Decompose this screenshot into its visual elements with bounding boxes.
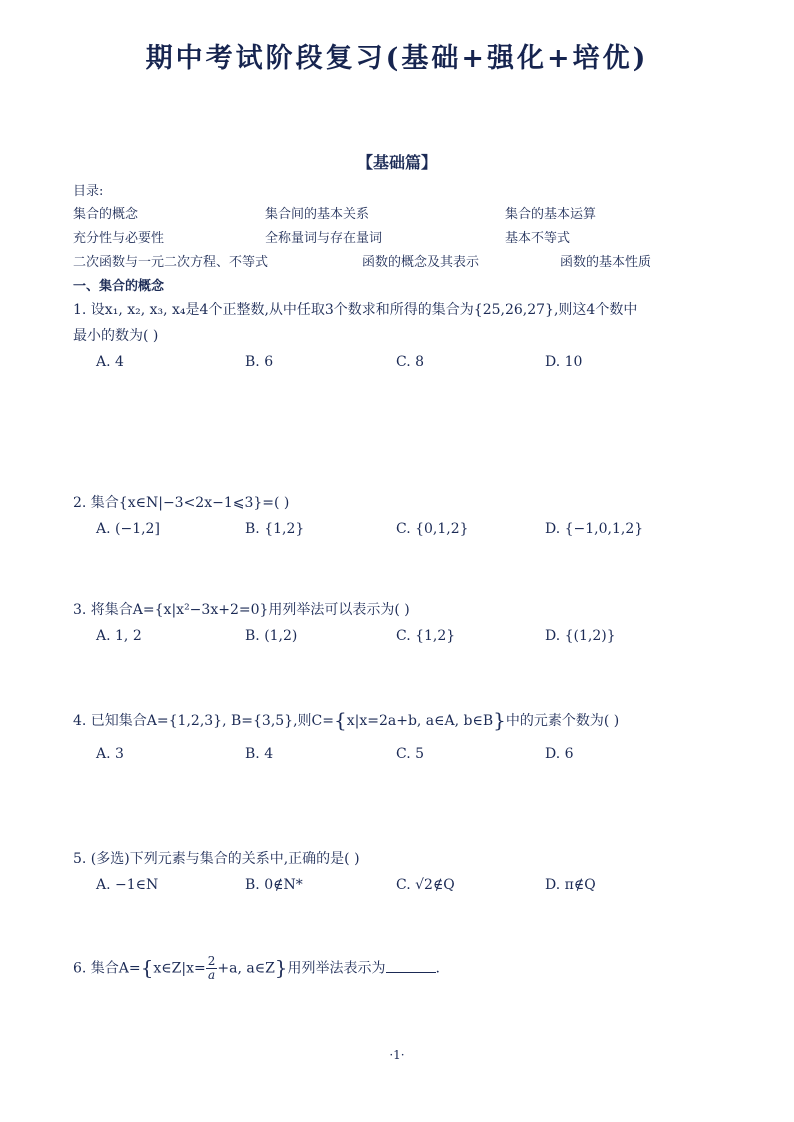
option-d: D. 10 — [545, 354, 583, 370]
option-a: A. −1∈N — [96, 877, 159, 893]
brace-close: } — [493, 708, 506, 732]
option-b: B. 0∉N* — [245, 877, 303, 893]
part-heading: 一、集合的概念 — [73, 279, 165, 294]
option-c: C. {1,2} — [396, 628, 456, 644]
question-6-set-rhs: +a, a∈Z — [217, 960, 275, 977]
question-4-stem-pre: 4. 已知集合A={1,2,3}, B={3,5},则C= — [73, 713, 334, 729]
fraction — [206, 955, 218, 982]
question-5-stem: 5. (多选)下列元素与集合的关系中,正确的是( ) — [73, 851, 360, 867]
toc-item: 充分性与必要性 — [73, 231, 165, 246]
question-6-stem-pre: 6. 集合A= — [73, 960, 141, 977]
toc-item: 集合的概念 — [73, 207, 139, 222]
question-4-stem-post: 中的元素个数为( ) — [505, 713, 620, 729]
question-3-stem: 3. 将集合A={x|x²−3x+2=0}用列举法可以表示为( ) — [73, 602, 410, 618]
option-b: B. 6 — [245, 354, 274, 370]
question-4-stem — [73, 708, 619, 732]
toc-item: 集合的基本运算 — [505, 207, 597, 222]
toc-item: 集合间的基本关系 — [265, 207, 370, 222]
question-6-stem-end: . — [435, 960, 440, 977]
question-6-stem — [73, 955, 440, 982]
section-title: 【基础篇】 — [356, 153, 437, 172]
option-c: C. 5 — [396, 746, 425, 762]
option-c: C. {0,1,2} — [396, 521, 469, 537]
option-a: A. 3 — [96, 746, 124, 762]
option-a: A. (−1,2] — [96, 521, 160, 537]
option-c: C. √2∉Q — [396, 877, 455, 893]
option-a: A. 4 — [96, 354, 124, 370]
option-d: D. {(1,2)} — [545, 628, 616, 644]
brace-open: { — [333, 708, 347, 732]
fraction-numerator: 2 — [207, 954, 216, 968]
toc-item: 函数的基本性质 — [560, 255, 652, 270]
fraction-denominator: a — [207, 968, 216, 982]
option-b: B. (1,2) — [245, 628, 298, 644]
toc-item: 基本不等式 — [505, 231, 571, 246]
page-title: 期中考试阶段复习(基础+强化+培优) — [145, 43, 649, 74]
option-d: D. {−1,0,1,2} — [545, 521, 644, 537]
question-6-stem-post: 用列举法表示为 — [287, 960, 386, 977]
option-c: C. 8 — [396, 354, 425, 370]
page-number: ·1· — [389, 1048, 405, 1062]
brace-close: } — [274, 955, 288, 980]
option-a: A. 1, 2 — [96, 628, 142, 644]
question-2-stem: 2. 集合{x∈N|−3<2x−1⩽3}=( ) — [73, 495, 290, 511]
option-d: D. π∉Q — [545, 877, 596, 893]
question-4-set: x|x=2a+b, a∈A, b∈B — [346, 713, 494, 729]
toc-item: 全称量词与存在量词 — [265, 231, 383, 246]
toc-item: 函数的概念及其表示 — [362, 255, 480, 270]
option-d: D. 6 — [545, 746, 574, 762]
option-b: B. {1,2} — [245, 521, 305, 537]
toc-item: 二次函数与一元二次方程、不等式 — [73, 255, 269, 270]
question-1-stem: 1. 设x₁, x₂, x₃, x₄是4个正整数,从中任取3个数求和所得的集合为{25,26,27},则这4个数中 — [73, 302, 638, 318]
question-6-set-lhs: x∈Z|x= — [153, 960, 206, 977]
brace-open: { — [140, 955, 154, 980]
answer-blank[interactable] — [386, 958, 436, 973]
option-b: B. 4 — [245, 746, 274, 762]
question-1-stem-cont: 最小的数为( ) — [73, 328, 159, 344]
toc-label: 目录: — [73, 184, 104, 199]
